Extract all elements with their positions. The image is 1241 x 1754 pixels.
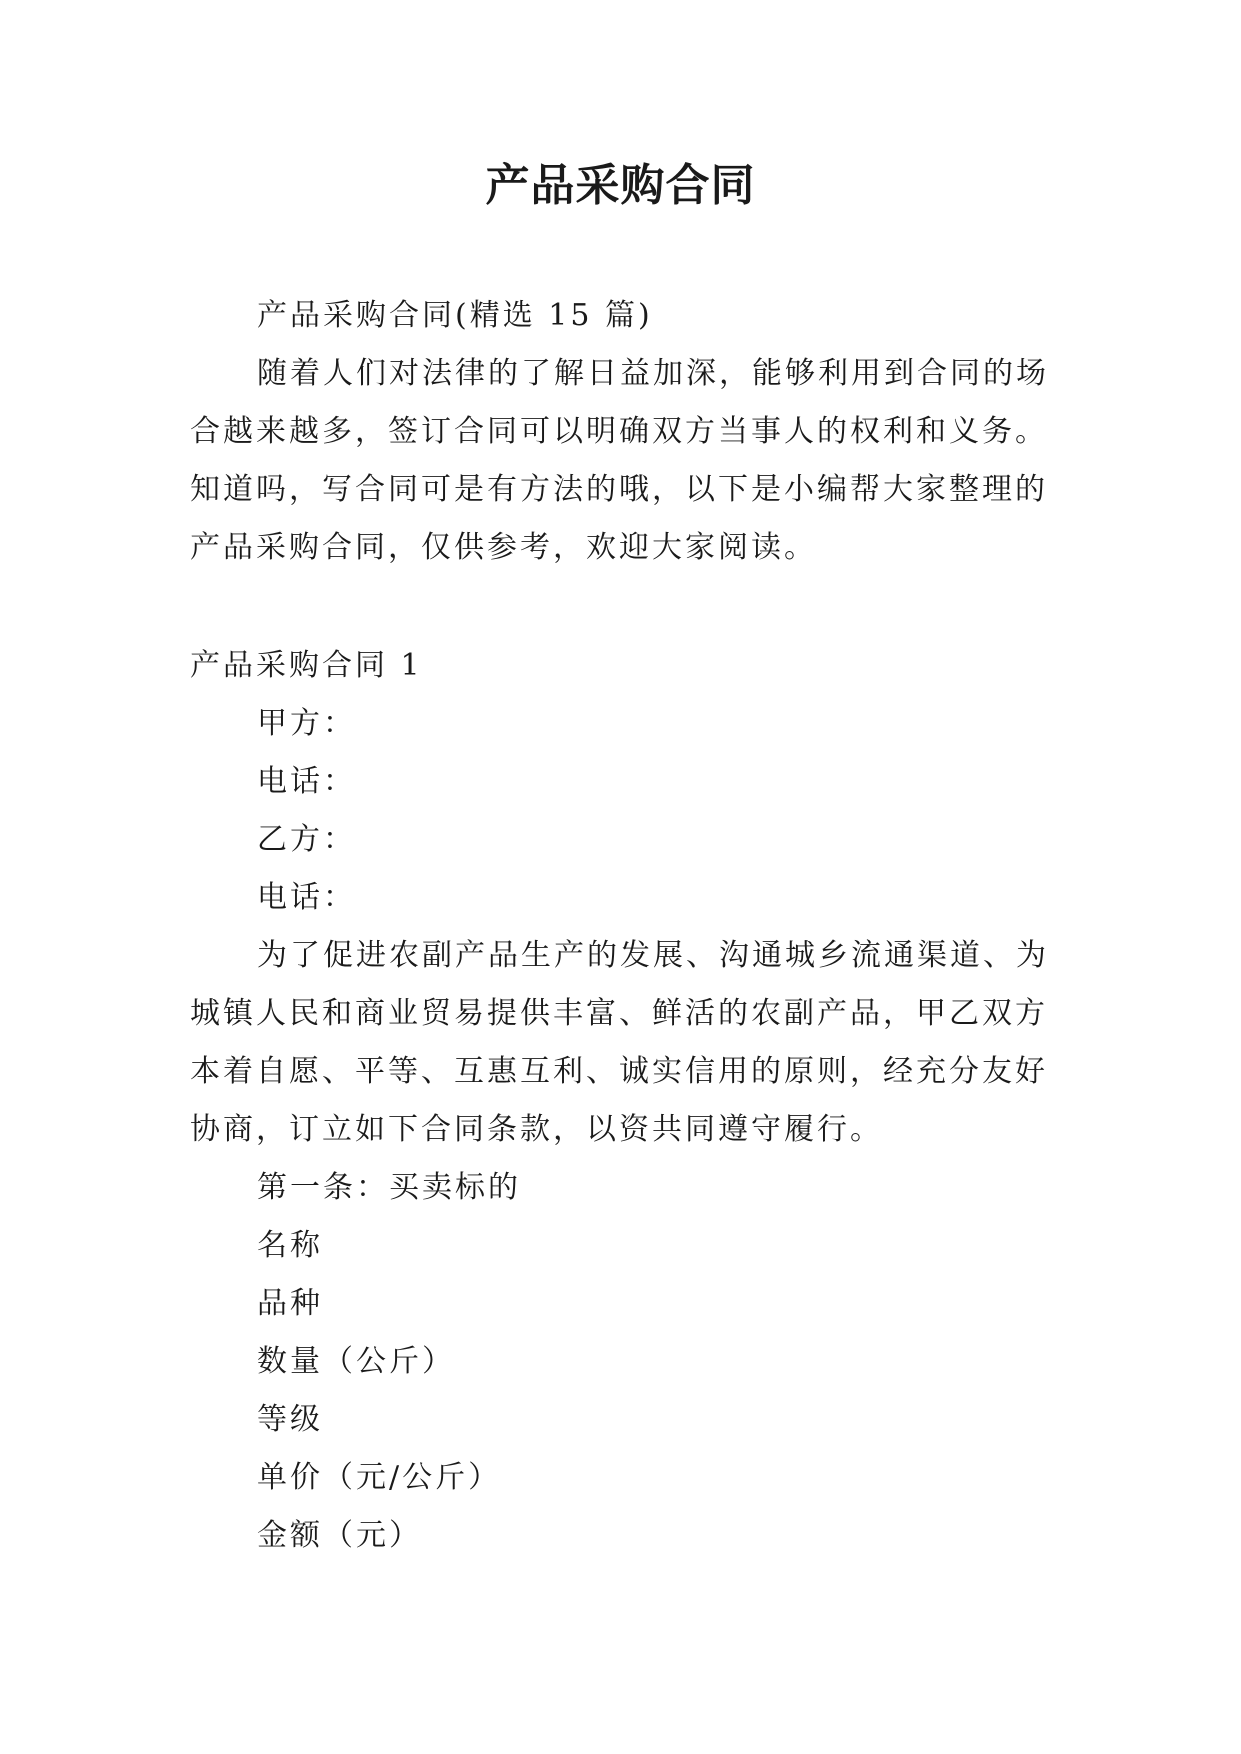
party-a-phone-label: 电话：: [257, 764, 356, 799]
intro-paragraph-line: 随着人们对法律的了解日益加深，能够利用到合同的场: [257, 356, 1049, 391]
item-name-label: 名称: [257, 1228, 323, 1263]
section-heading: 产品采购合同 1: [190, 648, 423, 683]
preamble-paragraph-line: 为了促进农副产品生产的发展、沟通城乡流通渠道、为: [257, 938, 1049, 973]
item-quantity-label: 数量（公斤）: [257, 1344, 455, 1379]
article-one-heading: 第一条：买卖标的: [257, 1170, 521, 1205]
item-grade-label: 等级: [257, 1402, 323, 1437]
subtitle-line: 产品采购合同(精选 15 篇): [257, 298, 653, 333]
intro-paragraph-line: 合越来越多，签订合同可以明确双方当事人的权利和义务。: [190, 414, 1048, 449]
preamble-paragraph-line: 本着自愿、平等、互惠互利、诚实信用的原则，经充分友好: [190, 1054, 1048, 1089]
item-variety-label: 品种: [257, 1286, 323, 1321]
intro-paragraph-line: 产品采购合同，仅供参考，欢迎大家阅读。: [190, 530, 817, 565]
intro-paragraph-line: 知道吗，写合同可是有方法的哦，以下是小编帮大家整理的: [190, 472, 1048, 507]
party-b-label: 乙方：: [257, 822, 356, 857]
party-b-phone-label: 电话：: [257, 880, 356, 915]
preamble-paragraph-line: 协商，订立如下合同条款，以资共同遵守履行。: [190, 1112, 883, 1147]
item-unit-price-label: 单价（元/公斤）: [257, 1460, 502, 1495]
document-title: 产品采购合同: [485, 160, 756, 211]
party-a-label: 甲方：: [257, 706, 356, 741]
item-amount-label: 金额（元）: [257, 1518, 422, 1553]
preamble-paragraph-line: 城镇人民和商业贸易提供丰富、鲜活的农副产品，甲乙双方: [190, 996, 1048, 1031]
